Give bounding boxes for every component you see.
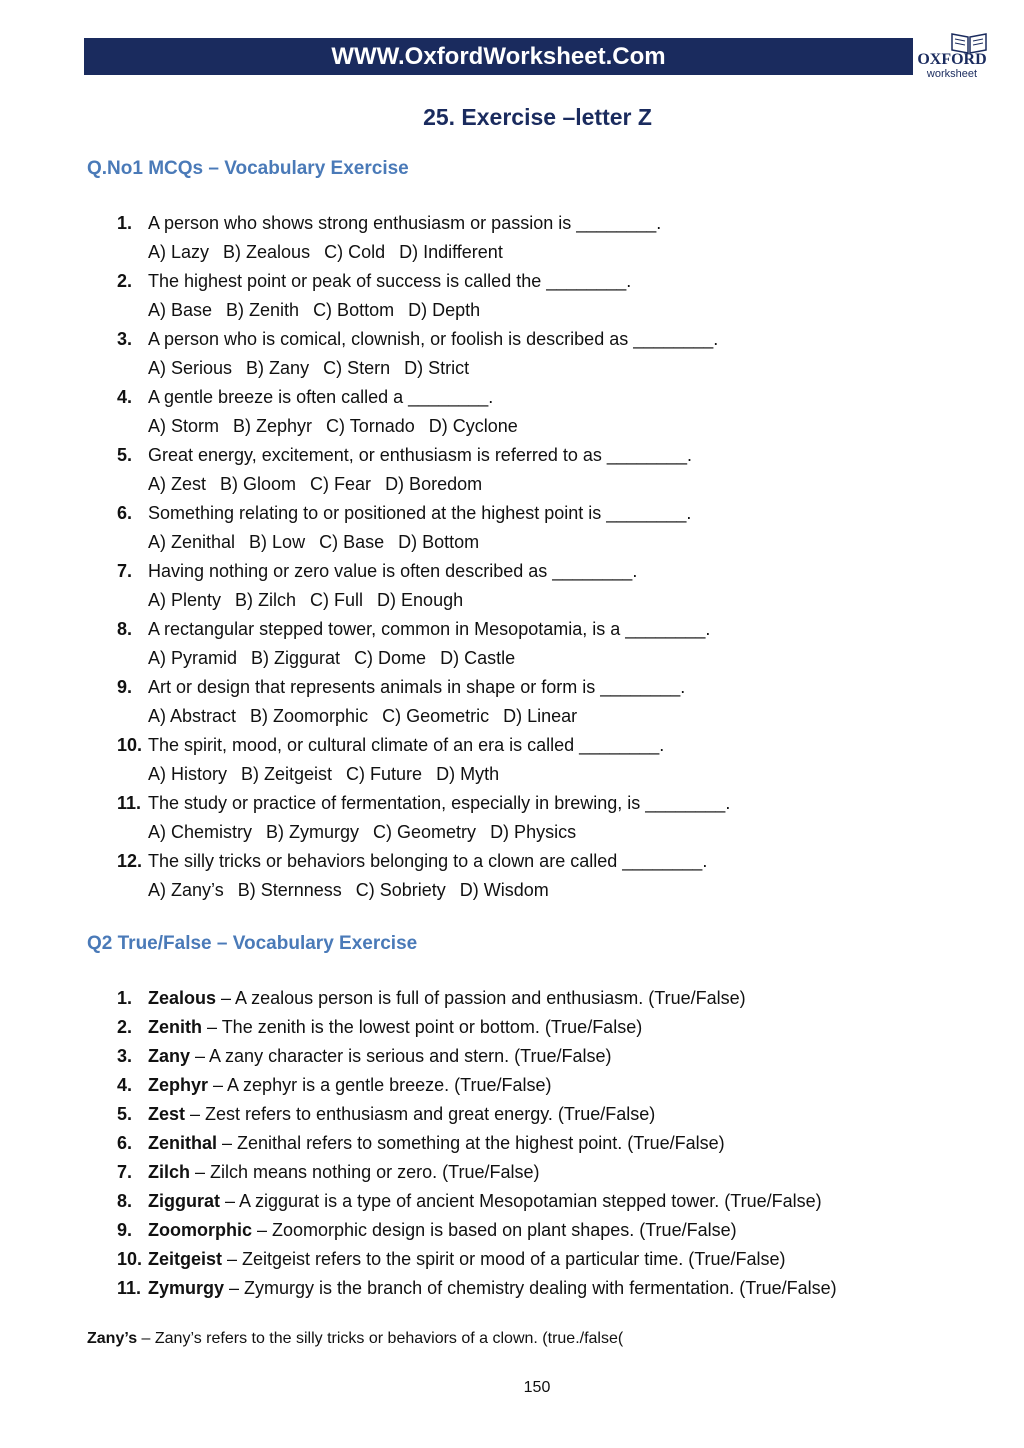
truefalse-number: 11. <box>117 1278 142 1298</box>
truefalse-term: Ziggurat <box>148 1191 220 1211</box>
truefalse-term: Zoomorphic <box>148 1220 252 1240</box>
mcq-number: 5. <box>117 445 133 465</box>
mcq-options <box>117 354 730 383</box>
truefalse-statement: – A zealous person is full of passion and enthusiasm. (True/False) <box>216 988 746 1008</box>
mcq-question-line <box>117 789 730 818</box>
truefalse-number: 8. <box>117 1191 133 1211</box>
truefalse-term: Zilch <box>148 1162 191 1182</box>
mcq-option: D) Boredom <box>385 474 483 494</box>
mcq-option: C) Stern <box>323 358 391 378</box>
truefalse-statement: – Zenithal refers to something at the highest point. (True/False) <box>217 1133 725 1153</box>
truefalse-statement: – Zeitgeist refers to the spirit or mood of a particular time. (True/False) <box>222 1249 786 1269</box>
truefalse-term: Zest <box>148 1104 186 1124</box>
footer-note <box>87 1327 623 1351</box>
mcq-option: A) Abstract <box>148 706 237 726</box>
mcq-question-line <box>117 499 730 528</box>
mcq-item <box>117 673 730 731</box>
truefalse-term: Zymurgy <box>148 1278 225 1298</box>
mcq-item <box>117 731 730 789</box>
mcq-option: D) Enough <box>377 590 464 610</box>
mcq-option: A) Zenithal <box>148 532 236 552</box>
mcq-options <box>117 470 730 499</box>
mcq-number: 8. <box>117 619 133 639</box>
mcq-item <box>117 209 730 267</box>
mcq-option: A) History <box>148 764 228 784</box>
mcq-question: A person who shows strong enthusiasm or passion is ________. <box>148 213 662 233</box>
mcq-options <box>117 644 730 673</box>
mcq-option: A) Serious <box>148 358 233 378</box>
truefalse-item <box>117 1013 837 1042</box>
mcq-question-line <box>117 267 730 296</box>
mcq-number: 1. <box>117 213 133 233</box>
mcq-option: B) Zymurgy <box>266 822 360 842</box>
mcq-option: B) Gloom <box>220 474 297 494</box>
truefalse-item <box>117 1129 837 1158</box>
truefalse-term: Zealous <box>148 988 217 1008</box>
mcq-option: C) Geometry <box>373 822 477 842</box>
mcq-question: A person who is comical, clownish, or foolish is described as ________. <box>148 329 719 349</box>
truefalse-statement: – Zoomorphic design is based on plant shapes. (True/False) <box>252 1220 737 1240</box>
mcq-option: D) Strict <box>404 358 470 378</box>
mcq-options <box>117 818 730 847</box>
mcq-option: D) Linear <box>503 706 578 726</box>
truefalse-item <box>117 1187 837 1216</box>
header-banner <box>84 38 913 75</box>
mcq-question: The study or practice of fermentation, especially in brewing, is ________. <box>148 793 731 813</box>
mcq-question: Art or design that represents animals in shape or form is ________. <box>148 677 686 697</box>
truefalse-statement: – A zany character is serious and stern. (True/False) <box>190 1046 612 1066</box>
truefalse-item <box>117 1245 837 1274</box>
mcq-options <box>117 412 730 441</box>
truefalse-number: 3. <box>117 1046 133 1066</box>
truefalse-term: Zeitgeist <box>148 1249 223 1269</box>
mcq-option: C) Full <box>310 590 364 610</box>
mcq-option: A) Pyramid <box>148 648 238 668</box>
mcq-question-line <box>117 731 730 760</box>
mcq-option: B) Zany <box>246 358 310 378</box>
truefalse-term: Zenith <box>148 1017 202 1037</box>
truefalse-number: 7. <box>117 1162 133 1182</box>
truefalse-number: 5. <box>117 1104 133 1124</box>
mcq-number: 2. <box>117 271 133 291</box>
footer-note-text: – Zany’s refers to the silly tricks or behaviors of a clown. (true./false( <box>137 1330 624 1347</box>
mcq-option: C) Tornado <box>326 416 415 436</box>
truefalse-item <box>117 1216 837 1245</box>
mcq-question: The highest point or peak of success is called the ________. <box>148 271 632 291</box>
mcq-option: C) Sobriety <box>355 880 446 900</box>
truefalse-number: 1. <box>117 988 133 1008</box>
mcq-option: B) Sternness <box>237 880 342 900</box>
mcq-option: A) Zest <box>148 474 207 494</box>
mcq-number: 6. <box>117 503 133 523</box>
mcq-options <box>117 702 730 731</box>
mcq-option: B) Zoomorphic <box>250 706 369 726</box>
mcq-option: D) Myth <box>436 764 500 784</box>
mcq-options <box>117 238 730 267</box>
mcq-option: B) Zilch <box>235 590 297 610</box>
site-url[interactable]: WWW.OxfordWorksheet.Com <box>331 43 666 70</box>
truefalse-statement: – Zymurgy is the branch of chemistry dealing with fermentation. (True/False) <box>224 1278 837 1298</box>
truefalse-statement: – A ziggurat is a type of ancient Mesopotamian stepped tower. (True/False) <box>220 1191 822 1211</box>
mcq-option: B) Zenith <box>226 300 300 320</box>
mcq-item <box>117 789 730 847</box>
page-title: 25. Exercise –letter Z <box>423 104 652 130</box>
mcq-question-line <box>117 673 730 702</box>
mcq-option: D) Bottom <box>398 532 480 552</box>
truefalse-item <box>117 1274 837 1303</box>
truefalse-item <box>117 1158 837 1187</box>
mcq-number: 7. <box>117 561 133 581</box>
mcq-question: Having nothing or zero value is often described as ________. <box>148 561 638 581</box>
truefalse-statement: – Zilch means nothing or zero. (True/False) <box>190 1162 540 1182</box>
mcq-option: D) Cyclone <box>428 416 518 436</box>
mcq-option: A) Storm <box>148 416 220 436</box>
mcq-option: B) Low <box>249 532 306 552</box>
truefalse-number: 4. <box>117 1075 133 1095</box>
mcq-option: B) Ziggurat <box>251 648 341 668</box>
truefalse-heading: Q2 True/False – Vocabulary Exercise <box>87 933 418 954</box>
mcq-option: A) Plenty <box>148 590 222 610</box>
mcq-item <box>117 441 730 499</box>
mcq-option: D) Physics <box>490 822 577 842</box>
truefalse-statement: – The zenith is the lowest point or bottom. (True/False) <box>202 1017 643 1037</box>
mcq-item <box>117 383 730 441</box>
mcq-question: A rectangular stepped tower, common in Mesopotamia, is a ________. <box>148 619 711 639</box>
mcq-question: The silly tricks or behaviors belonging to a clown are called ________. <box>148 851 708 871</box>
mcq-number: 3. <box>117 329 133 349</box>
truefalse-number: 2. <box>117 1017 133 1037</box>
mcq-option: C) Cold <box>324 242 386 262</box>
mcq-question-line <box>117 441 730 470</box>
logo-word-oxford: OXFORD <box>917 51 987 68</box>
truefalse-statement: – Zest refers to enthusiasm and great energy. (True/False) <box>185 1104 656 1124</box>
mcq-option: C) Dome <box>354 648 427 668</box>
mcq-option: D) Castle <box>440 648 516 668</box>
truefalse-item <box>117 1042 837 1071</box>
mcq-question-line <box>117 615 730 644</box>
mcq-item <box>117 847 730 905</box>
mcq-options <box>117 876 730 905</box>
mcq-option: A) Chemistry <box>148 822 253 842</box>
truefalse-term: Zenithal <box>148 1133 218 1153</box>
mcq-option: B) Zealous <box>223 242 311 262</box>
mcq-option: C) Future <box>346 764 423 784</box>
mcq-item <box>117 615 730 673</box>
mcq-option: C) Geometric <box>382 706 490 726</box>
mcq-question: Great energy, excitement, or enthusiasm is referred to as ________. <box>148 445 692 465</box>
footer-note-term: Zany’s <box>87 1330 138 1347</box>
mcq-question-line <box>117 209 730 238</box>
truefalse-number: 6. <box>117 1133 133 1153</box>
mcq-item <box>117 499 730 557</box>
mcq-number: 11. <box>117 793 142 813</box>
mcq-option: A) Base <box>148 300 213 320</box>
truefalse-item <box>117 1100 837 1129</box>
mcq-options <box>117 760 730 789</box>
page-number: 150 <box>523 1379 551 1396</box>
mcq-question-line <box>117 557 730 586</box>
truefalse-item <box>117 1071 837 1100</box>
mcq-question-line <box>117 847 730 876</box>
mcq-option: C) Fear <box>310 474 372 494</box>
mcq-item <box>117 267 730 325</box>
mcq-option: C) Base <box>319 532 385 552</box>
mcq-question-line <box>117 325 730 354</box>
mcq-heading: Q.No1 MCQs – Vocabulary Exercise <box>87 158 409 179</box>
truefalse-list <box>117 984 837 1303</box>
mcq-question: A gentle breeze is often called a ________. <box>148 387 494 407</box>
mcq-option: A) Lazy <box>148 242 210 262</box>
mcq-options <box>117 586 730 615</box>
truefalse-item <box>117 984 837 1013</box>
truefalse-term: Zany <box>148 1046 191 1066</box>
truefalse-number: 10. <box>117 1249 143 1269</box>
mcq-number: 4. <box>117 387 133 407</box>
mcq-question: Something relating to or positioned at the highest point is ________. <box>148 503 692 523</box>
mcq-question: The spirit, mood, or cultural climate of an era is called ________. <box>148 735 665 755</box>
mcq-option: D) Depth <box>408 300 481 320</box>
mcq-options <box>117 528 730 557</box>
mcq-item <box>117 557 730 615</box>
logo-word-worksheet: worksheet <box>926 68 978 80</box>
mcq-option: A) Zany’s <box>148 880 224 900</box>
mcq-number: 9. <box>117 677 133 697</box>
mcq-options <box>117 296 730 325</box>
mcq-list <box>117 209 730 905</box>
mcq-option: C) Bottom <box>313 300 395 320</box>
mcq-option: D) Indifferent <box>399 242 503 262</box>
oxford-worksheet-logo <box>914 30 994 80</box>
mcq-option: D) Wisdom <box>459 880 549 900</box>
truefalse-term: Zephyr <box>148 1075 209 1095</box>
truefalse-number: 9. <box>117 1220 133 1240</box>
mcq-number: 12. <box>117 851 143 871</box>
mcq-number: 10. <box>117 735 143 755</box>
mcq-item <box>117 325 730 383</box>
mcq-option: B) Zephyr <box>233 416 313 436</box>
truefalse-statement: – A zephyr is a gentle breeze. (True/False) <box>208 1075 552 1095</box>
mcq-question-line <box>117 383 730 412</box>
mcq-option: B) Zeitgeist <box>241 764 333 784</box>
